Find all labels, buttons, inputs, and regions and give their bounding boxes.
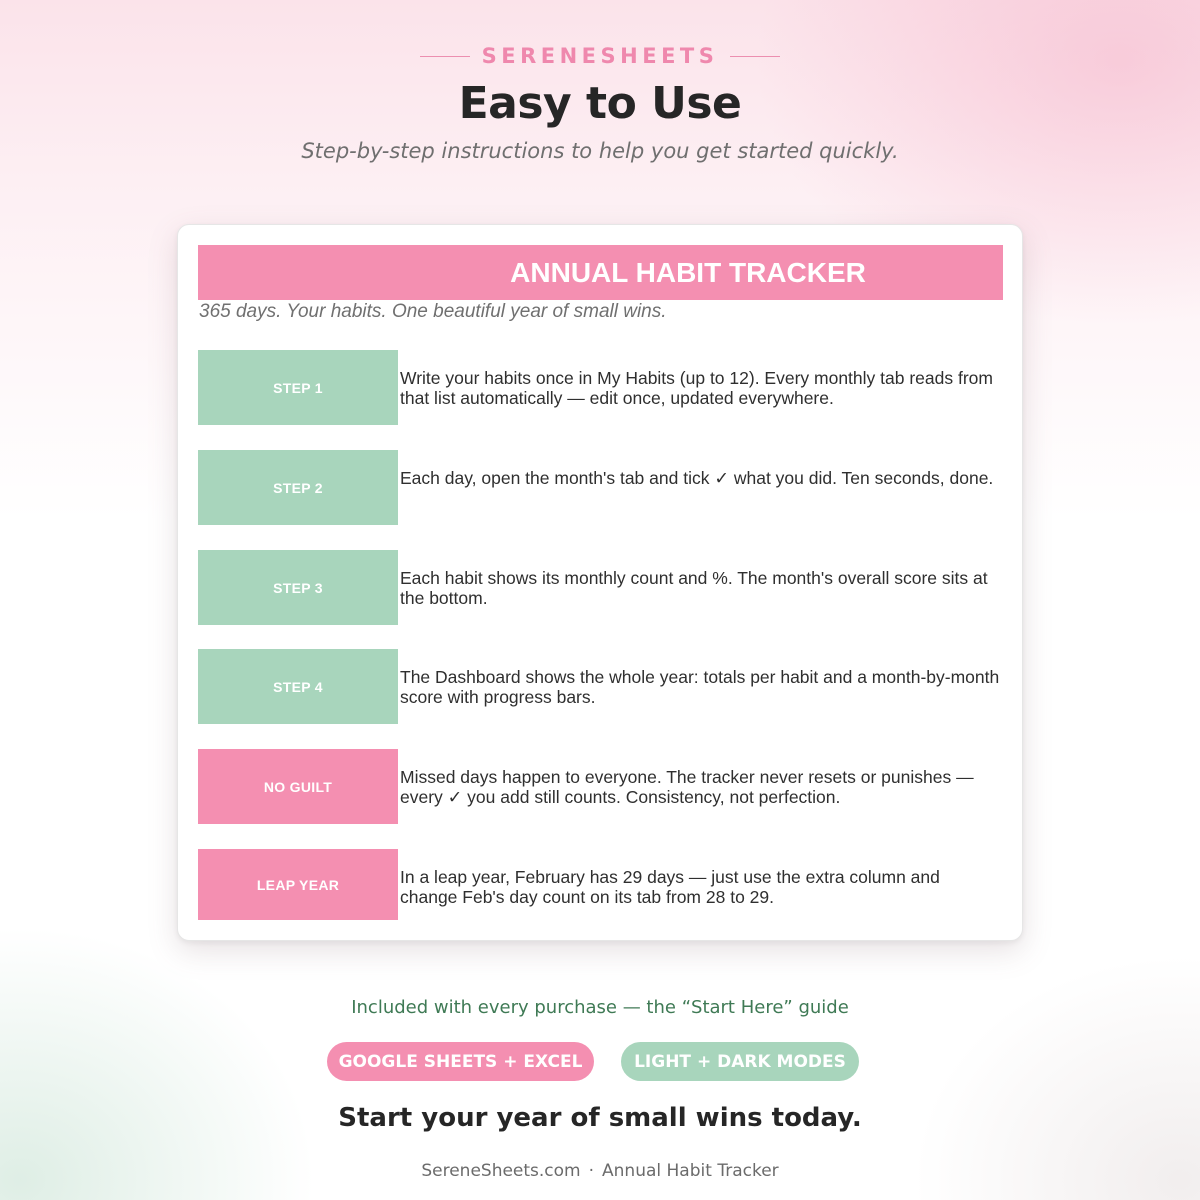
badge-light-dark-modes: LIGHT + DARK MODES	[621, 1042, 859, 1081]
sheet-subtitle: 365 days. Your habits. One beautiful year of small wins.	[199, 301, 667, 322]
call-to-action: Start your year of small wins today.	[338, 1103, 862, 1133]
brand-divider-right	[730, 56, 780, 57]
step-description: The Dashboard shows the whole year: totals per habit and a month-by-month score with progress bars.	[400, 667, 1000, 707]
badge-google-sheets-excel: GOOGLE SHEETS + EXCEL	[327, 1042, 594, 1081]
footer-site: SereneSheets.com	[421, 1161, 581, 1181]
step-row-2	[198, 450, 1003, 525]
sheet-title-bar	[198, 245, 1003, 300]
step-row-leap-year	[198, 849, 1003, 920]
step-label: STEP 2	[198, 450, 398, 525]
footer-credits	[0, 1161, 1200, 1181]
step-row-3	[198, 550, 1003, 625]
step-row-1	[198, 350, 1003, 425]
footer-separator: ·	[588, 1161, 595, 1181]
page-title: Easy to Use	[458, 78, 742, 129]
brand-divider-left	[420, 56, 470, 57]
step-label: STEP 3	[198, 550, 398, 625]
instructions-card	[177, 224, 1023, 941]
step-row-4	[198, 649, 1003, 724]
page-subtitle: Step-by-step instructions to help you get started quickly.	[301, 139, 899, 163]
sheet-title: ANNUAL HABIT TRACKER	[510, 257, 866, 288]
brand-header	[0, 44, 1200, 68]
footer-product: Annual Habit Tracker	[602, 1161, 779, 1181]
step-row-no-guilt	[198, 749, 1003, 824]
included-note: Included with every purchase — the “Start Here” guide	[351, 997, 849, 1018]
step-description: Write your habits once in My Habits (up to 12). Every monthly tab reads from that list automatically — edit once, updated everywhere.	[400, 368, 993, 408]
brand-name: SERENESHEETS	[481, 44, 719, 68]
step-label: LEAP YEAR	[198, 849, 398, 920]
step-description: In a leap year, February has 29 days — just use the extra column and change Feb's day count on its tab from 28 to 29.	[400, 867, 940, 907]
step-description: Missed days happen to everyone. The tracker never resets or punishes — every ✓ you add still counts. Consistency, not perfection.	[400, 767, 974, 807]
step-label: NO GUILT	[198, 749, 398, 824]
step-description: Each day, open the month's tab and tick ✓ what you did. Ten seconds, done.	[400, 468, 994, 488]
step-label: STEP 1	[198, 350, 398, 425]
step-description: Each habit shows its monthly count and %. The month's overall score sits at the bottom.	[400, 568, 988, 608]
step-label: STEP 4	[198, 649, 398, 724]
